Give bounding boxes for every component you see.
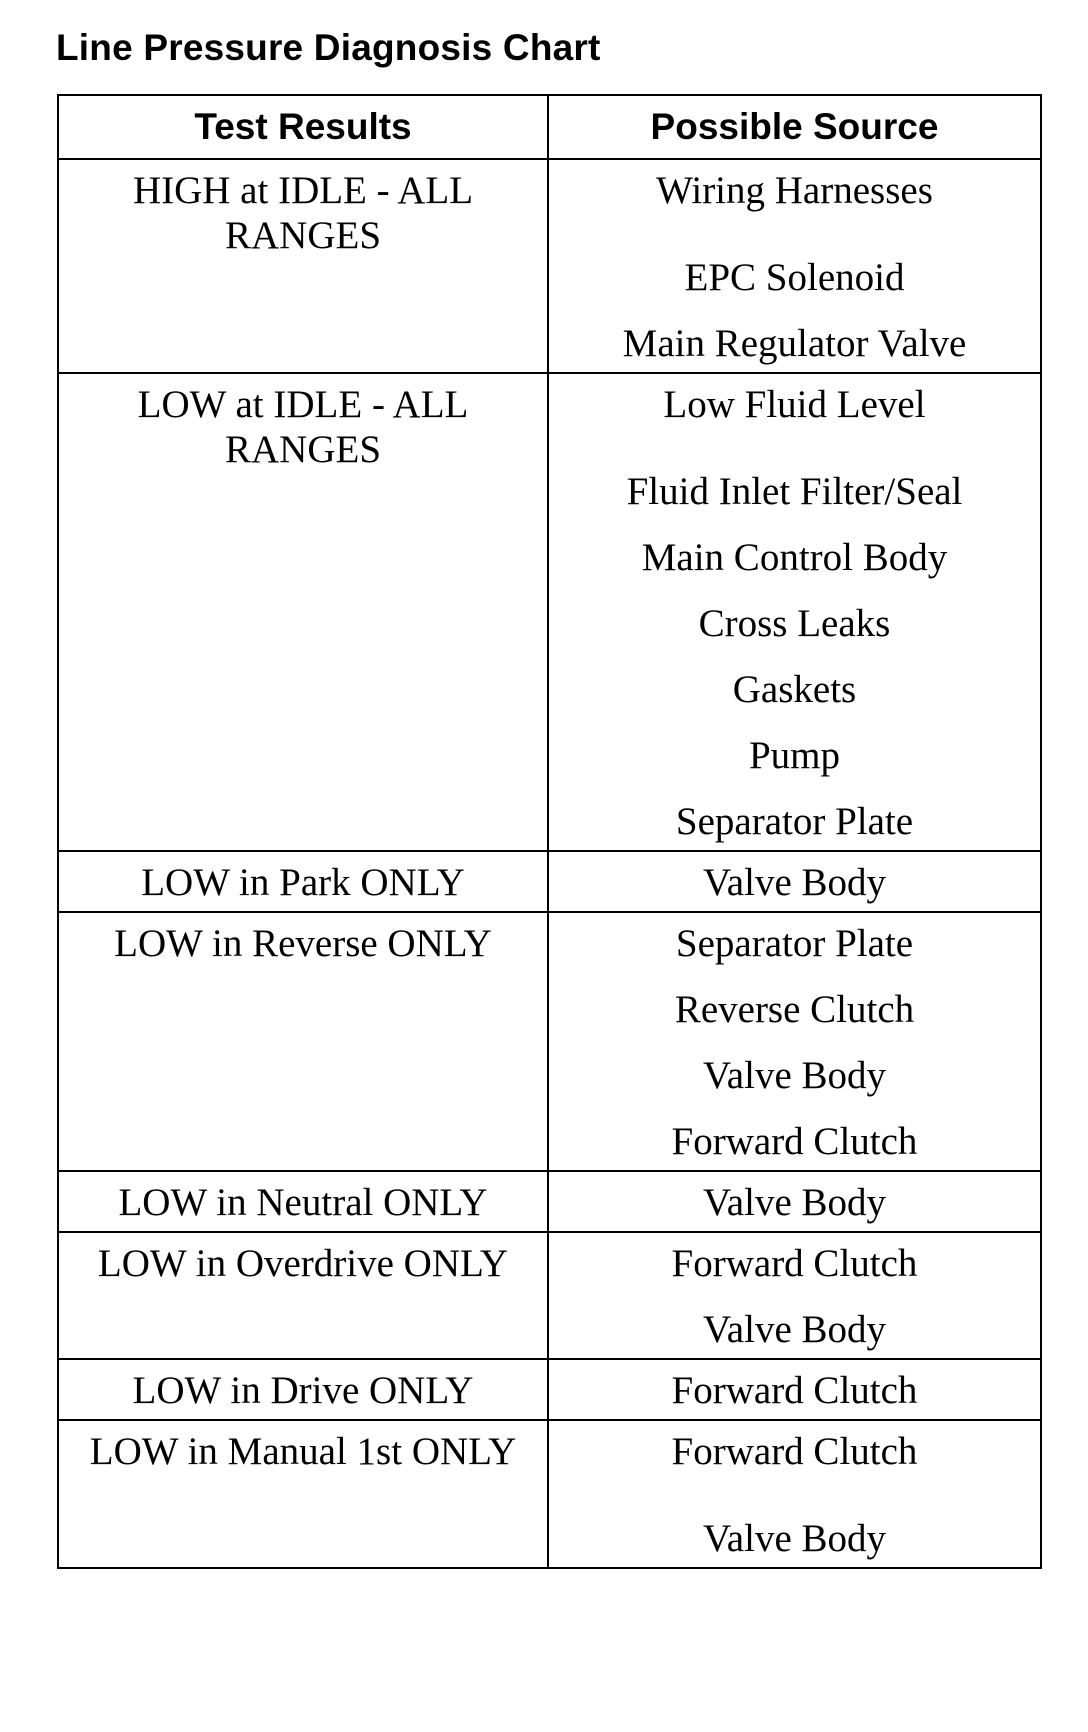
- table-row: [58, 1232, 1041, 1359]
- table-row: [58, 373, 1041, 851]
- source-item: Forward Clutch: [671, 1120, 918, 1163]
- column-header-possible-source: Possible Source: [548, 95, 1041, 159]
- source-item: Valve Body: [702, 1517, 887, 1560]
- test-result-text: LOW in Drive ONLY: [132, 1369, 474, 1412]
- source-list: [549, 913, 1040, 1170]
- source-list: [549, 852, 1040, 911]
- page-title: Line Pressure Diagnosis Chart: [56, 27, 601, 68]
- source-list: [549, 374, 1040, 850]
- test-result-text: LOW in Overdrive ONLY: [97, 1242, 509, 1285]
- test-result-cell: [58, 1359, 548, 1420]
- source-item: Valve Body: [702, 1308, 887, 1351]
- source-item: Reverse Clutch: [674, 988, 915, 1031]
- source-list: [549, 1360, 1040, 1419]
- test-result-cell: [58, 1232, 548, 1359]
- test-result-cell: [58, 851, 548, 912]
- possible-source-cell: [548, 159, 1041, 373]
- source-item: Valve Body: [702, 1181, 887, 1224]
- source-item: Cross Leaks: [698, 602, 891, 645]
- column-header-test-results: Test Results: [58, 95, 548, 159]
- test-result-text: LOW in Manual 1st ONLY: [89, 1430, 517, 1473]
- test-result-cell: [58, 1420, 548, 1568]
- source-item: Main Regulator Valve: [622, 322, 967, 365]
- possible-source-cell: [548, 1359, 1041, 1420]
- source-item: Pump: [748, 734, 841, 777]
- possible-source-cell: [548, 373, 1041, 851]
- source-item: Forward Clutch: [671, 1430, 918, 1473]
- source-item: Fluid Inlet Filter/Seal: [626, 470, 963, 513]
- test-result-text: LOW at IDLE - ALL RANGES: [137, 383, 469, 471]
- test-result-text: LOW in Neutral ONLY: [118, 1181, 488, 1224]
- source-list: [549, 1233, 1040, 1358]
- table-row: [58, 1359, 1041, 1420]
- source-item: Gaskets: [732, 668, 857, 711]
- table-row: [58, 1171, 1041, 1232]
- test-result-cell: [58, 912, 548, 1171]
- source-item: Valve Body: [702, 1054, 887, 1097]
- source-item: Forward Clutch: [671, 1242, 918, 1285]
- source-list: [549, 1172, 1040, 1231]
- table-header-row: [58, 95, 1041, 159]
- test-result-text: HIGH at IDLE - ALL RANGES: [132, 169, 474, 257]
- source-list: [549, 1421, 1040, 1567]
- table-row: [58, 851, 1041, 912]
- test-result-text: LOW in Park ONLY: [141, 861, 465, 904]
- source-item: Separator Plate: [675, 922, 914, 965]
- test-result-cell: [58, 1171, 548, 1232]
- table-row: [58, 159, 1041, 373]
- diagnosis-table: [57, 94, 1042, 1569]
- possible-source-cell: [548, 1232, 1041, 1359]
- source-item: Main Control Body: [641, 536, 948, 579]
- test-result-text: LOW in Reverse ONLY: [114, 922, 492, 965]
- test-result-cell: [58, 159, 548, 373]
- possible-source-cell: [548, 912, 1041, 1171]
- source-item: Separator Plate: [675, 800, 914, 843]
- source-item: Valve Body: [702, 861, 887, 904]
- source-list: [549, 160, 1040, 372]
- test-result-cell: [58, 373, 548, 851]
- possible-source-cell: [548, 1420, 1041, 1568]
- possible-source-cell: [548, 1171, 1041, 1232]
- source-item: Low Fluid Level: [663, 383, 926, 426]
- source-item: EPC Solenoid: [684, 256, 905, 299]
- source-item: Wiring Harnesses: [656, 169, 933, 212]
- source-item: Forward Clutch: [671, 1369, 918, 1412]
- possible-source-cell: [548, 851, 1041, 912]
- table-row: [58, 912, 1041, 1171]
- table-row: [58, 1420, 1041, 1568]
